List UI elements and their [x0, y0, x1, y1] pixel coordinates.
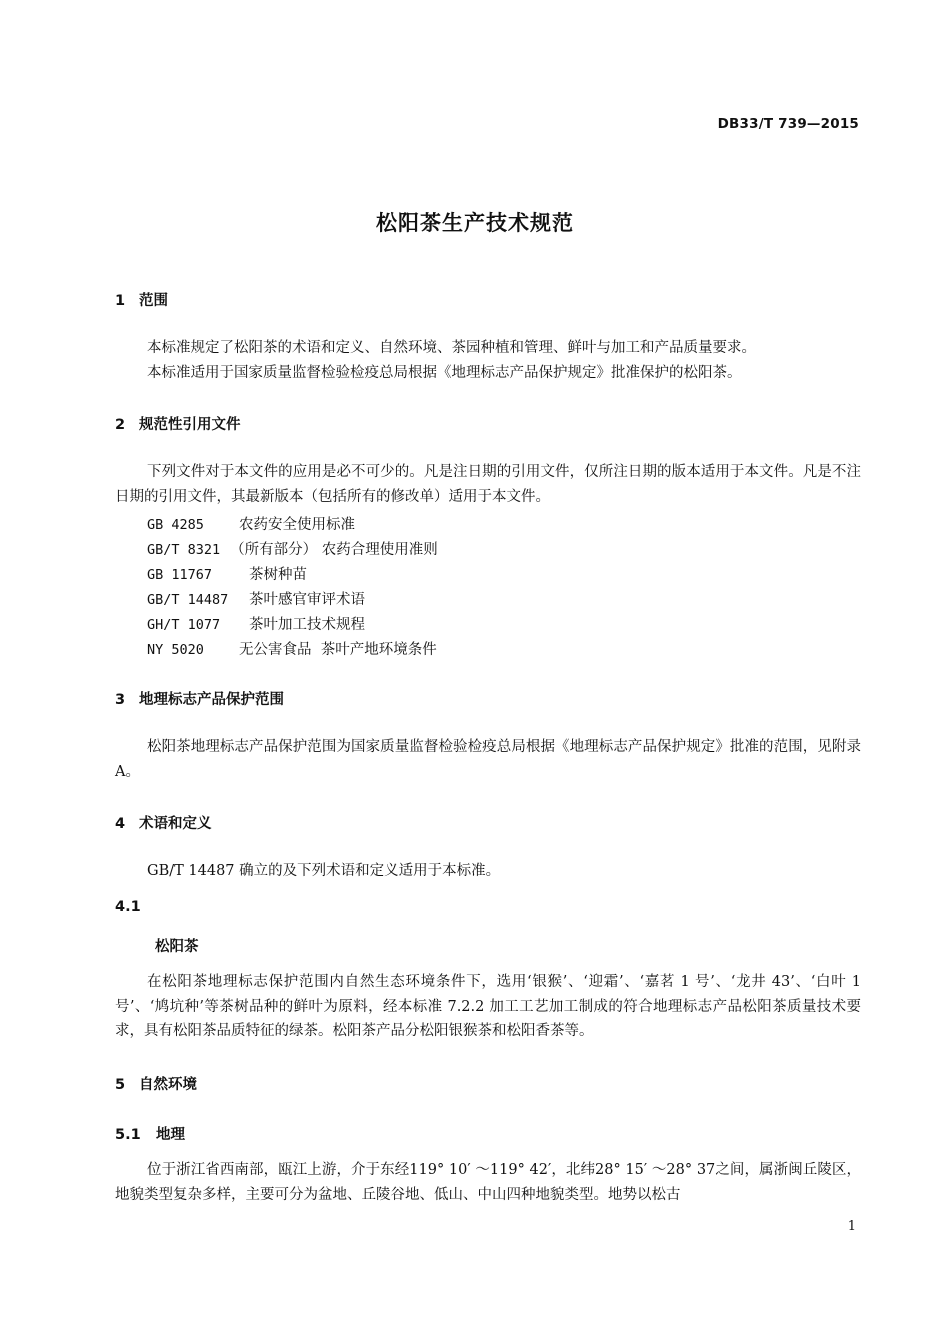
section-title: 地理标志产品保护范围 — [139, 692, 284, 708]
section-1-paragraph-1: 本标准规定了松阳茶的术语和定义、自然环境、茶园种植和管理、鲜叶与加工和产品质量要求。 — [147, 340, 756, 356]
term-name: 松阳茶 — [155, 939, 199, 955]
reference-code: GB/T 14487 — [147, 592, 229, 608]
subsection-5-1-heading — [115, 1123, 185, 1144]
reference-code: GB/T 8321 — [147, 542, 221, 558]
page-number: 1 — [847, 1219, 856, 1234]
reference-title: 茶叶感官审评术语 — [249, 592, 365, 608]
reference-title: 茶叶加工技术规程 — [249, 617, 365, 633]
subsection-4-1-number: 4.1 — [115, 899, 141, 915]
reference-item — [147, 588, 365, 609]
section-number: 1 — [115, 293, 126, 309]
section-2-heading — [115, 413, 241, 434]
section-1-heading — [115, 289, 168, 310]
section-number: 3 — [115, 692, 126, 708]
section-number: 2 — [115, 417, 126, 433]
subsection-title: 地理 — [156, 1127, 185, 1143]
section-2-paragraph-1: 下列文件对于本文件的应用是必不可少的。凡是注日期的引用文件，仅所注日期的版本适用于本文件。凡是不注日期的引用文件，其最新版本（包括所有的修改单）适用于本文件。 — [115, 464, 861, 505]
reference-item — [147, 563, 307, 584]
section-number: 4 — [115, 816, 126, 832]
reference-title: 茶树种苗 — [249, 567, 307, 583]
section-5-heading — [115, 1073, 197, 1094]
reference-title: 农药安全使用标准 — [239, 517, 355, 533]
reference-code: GB 4285 — [147, 517, 204, 533]
reference-item — [147, 513, 355, 534]
section-3-heading — [115, 688, 284, 709]
document-title: 松阳茶生产技术规范 — [376, 211, 574, 235]
reference-title: （所有部分） 农药合理使用准则 — [230, 542, 438, 558]
section-4-paragraph-1: GB/T 14487 确立的及下列术语和定义适用于本标准。 — [147, 863, 501, 879]
reference-code: NY 5020 — [147, 642, 204, 658]
section-title: 范围 — [139, 293, 168, 309]
term-definition: 在松阳茶地理标志保护范围内自然生态环境条件下，选用‘银猴’、‘迎霜’、‘嘉茗 1 号’、‘龙井 43’、‘白叶 1 号’、‘鸠坑种’等茶树品种的鲜叶为原料，经本标准 7.2.2 加工工艺加工制成的符合地理标志产品松阳茶质量技术要求，具有松阳茶品质特征的绿茶。松阳茶产品分松阳银猴茶和松阳香茶等。 — [115, 974, 861, 1039]
reference-item — [147, 538, 438, 559]
section-number: 5 — [115, 1077, 126, 1093]
section-title: 术语和定义 — [139, 816, 212, 832]
section-4-heading — [115, 812, 212, 833]
section-title: 自然环境 — [139, 1077, 197, 1093]
section-1-paragraph-2: 本标准适用于国家质量监督检验检疫总局根据《地理标志产品保护规定》批准保护的松阳茶。 — [147, 365, 742, 381]
reference-item — [147, 638, 437, 659]
reference-item — [147, 613, 365, 634]
reference-code: GB 11767 — [147, 567, 213, 583]
standard-code: DB33/T 739—2015 — [717, 116, 859, 132]
section-5-1-paragraph-1: 位于浙江省西南部，瓯江上游，介于东经119° 10′ ～119° 42′，北纬28° 15′ ～28° 37之间，属浙闽丘陵区，地貌类型复杂多样，主要可分为盆地、丘陵谷地、低山、中山四种地貌类型。地势以松古 — [115, 1162, 861, 1203]
reference-code: GH/T 1077 — [147, 617, 221, 633]
subsection-number: 5.1 — [115, 1127, 141, 1143]
reference-title: 无公害食品 茶叶产地环境条件 — [239, 642, 437, 658]
section-3-paragraph-1: 松阳茶地理标志产品保护范围为国家质量监督检验检疫总局根据《地理标志产品保护规定》批准的范围，见附录A。 — [115, 739, 861, 780]
section-title: 规范性引用文件 — [139, 417, 241, 433]
